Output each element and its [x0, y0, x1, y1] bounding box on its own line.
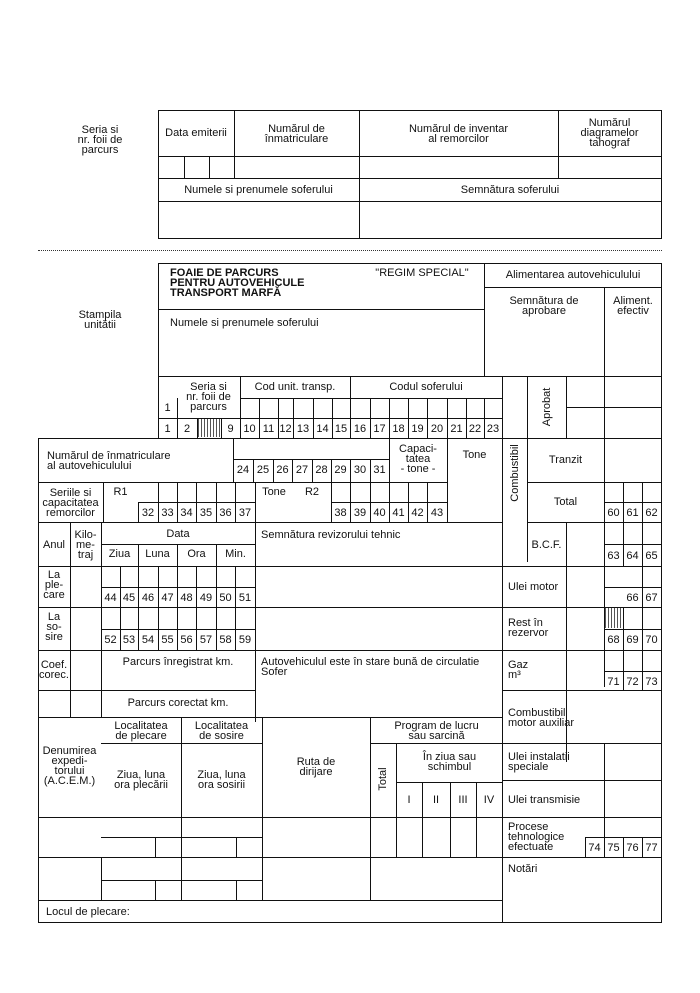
fuel-approval-label: Semnătura de aprobare	[509, 295, 579, 317]
date-issued-header: Data emiterii	[165, 127, 227, 139]
codes-series-label: Seria si nr. foii de parcurs	[186, 381, 231, 413]
code-number: 77	[645, 842, 658, 854]
code-number: 2	[183, 423, 191, 435]
code-number: 1	[164, 402, 171, 414]
code-number: 52	[104, 634, 117, 646]
code-number: 39	[353, 507, 367, 519]
code-number: 51	[238, 592, 252, 604]
trailer-tons-label: Tone	[262, 486, 286, 498]
code-number: 32	[141, 507, 155, 519]
capacity-label: Capaci- tatea - tone -	[399, 443, 437, 475]
stamp-label: Stampila unitătii	[78, 309, 122, 331]
code-number: 35	[199, 507, 213, 519]
fuel-header: Alimentarea autovehiculului	[505, 269, 641, 281]
fuel-effective-label: Aliment. efectiv	[613, 295, 653, 317]
regime-label: "REGIM SPECIAL"	[375, 267, 469, 279]
shift-numeral: II	[432, 794, 440, 806]
program-total-label: Total	[377, 767, 389, 791]
notes-label: Notări	[508, 863, 538, 875]
driver-signature-header: Semnătura soferului	[460, 184, 560, 196]
code-number: 27	[295, 464, 309, 476]
code-number: 54	[141, 634, 155, 646]
recorded-distance-label: Parcurs înregistrat km.	[122, 656, 234, 668]
code-number: 63	[607, 550, 620, 562]
arrival-locality-label: Localitatea de sosire	[194, 720, 249, 742]
code-number: 23	[486, 423, 500, 435]
transport-unit-code-label: Cod unit. transp.	[254, 381, 336, 393]
code-number: 70	[645, 634, 658, 646]
shift-numeral: I	[407, 794, 411, 806]
roadworthy-label: Autovehiculul este în stare bună de circulatie Sofer	[261, 656, 480, 678]
correction-coef-label: Coef. corec.	[39, 659, 69, 681]
code-number: 71	[607, 676, 620, 688]
code-number: 73	[645, 676, 658, 688]
hour-label: Ora	[187, 548, 206, 560]
work-program-label: Program de lucru sau sarcină	[394, 720, 479, 742]
code-number: 20	[430, 423, 444, 435]
code-number: 30	[353, 464, 367, 476]
day-label: Ziua	[108, 548, 131, 560]
r1-label: R1	[113, 486, 128, 498]
code-number: 43	[430, 507, 444, 519]
code-number: 64	[626, 550, 639, 562]
code-number: 37	[238, 507, 252, 519]
code-number: 19	[411, 423, 424, 435]
code-number: 46	[141, 592, 155, 604]
code-number: 13	[296, 423, 310, 435]
inspector-signature-label: Semnătura revizorului tehnic	[261, 529, 401, 541]
r2-label: R2	[304, 486, 320, 498]
code-number: 65	[645, 550, 658, 562]
code-number: 76	[626, 842, 639, 854]
departure-datetime-label: Ziua, luna ora plecării	[114, 769, 168, 791]
vehicle-registration-label: Numărul de înmatriculare al autovehiculului	[47, 450, 171, 472]
code-number: 29	[334, 464, 347, 476]
code-number: 15	[334, 423, 348, 435]
total-label: Total	[553, 496, 578, 508]
code-number: 21	[450, 423, 463, 435]
code-number: 74	[588, 842, 601, 854]
code-number: 75	[607, 842, 620, 854]
code-number: 62	[645, 507, 658, 519]
code-number: 1	[164, 423, 171, 435]
code-number: 60	[607, 507, 620, 519]
gas-label: Gaz m³	[508, 659, 529, 681]
code-number: 16	[353, 423, 367, 435]
series-label: Seria si nr. foii de parcurs	[77, 124, 123, 156]
approved-label: Aprobat	[541, 387, 553, 427]
code-number: 67	[645, 592, 658, 604]
departure-label: La ple- care	[43, 569, 65, 601]
code-number: 57	[199, 634, 213, 646]
date-label: Data	[166, 528, 190, 540]
code-number: 50	[219, 592, 232, 604]
code-number: 53	[122, 634, 136, 646]
routing-label: Ruta de dirijare	[296, 756, 336, 778]
code-number: 26	[276, 464, 289, 476]
fuel-vertical-label: Combustibil	[509, 444, 521, 502]
mileage-label: Kilo- me- traj	[74, 529, 97, 561]
code-number: 72	[626, 676, 639, 688]
code-number: 49	[199, 592, 213, 604]
code-number: 14	[316, 423, 329, 435]
arrival-datetime-label: Ziua, luna ora sosirii	[197, 769, 246, 791]
code-number: 34	[180, 507, 193, 519]
aux-engine-fuel-label: Combustibil motor auxiliar	[508, 707, 575, 729]
hatched-cell	[198, 419, 220, 437]
code-number: 68	[607, 634, 620, 646]
code-number: 61	[626, 507, 639, 519]
code-number: 31	[373, 464, 386, 476]
code-number: 40	[373, 507, 386, 519]
engine-oil-label: Ulei motor	[508, 581, 559, 593]
trailer-inventory-header: Numărul de inventar al remorcilor	[408, 123, 509, 145]
code-number: 12	[279, 423, 292, 435]
code-number: 11	[262, 423, 275, 435]
driver-code-label: Codul soferului	[389, 381, 463, 393]
code-number: 69	[626, 634, 639, 646]
shipper-label: Denumirea expedi- torului (A.C.E.M.)	[42, 745, 97, 787]
code-number: 38	[334, 507, 347, 519]
code-number: 18	[392, 423, 405, 435]
arrival-label: La so- sire	[45, 611, 63, 643]
shift-numeral: IV	[483, 794, 495, 806]
departure-locality-label: Localitatea de plecare	[114, 720, 168, 742]
code-number: 41	[392, 507, 405, 519]
month-label: Luna	[145, 548, 170, 560]
bcf-label: B.C.F.	[531, 539, 562, 551]
code-number: 17	[373, 423, 386, 435]
code-number: 59	[238, 634, 252, 646]
driver-name-label: Numele si prenumele soferului	[170, 317, 319, 329]
special-oil-label: Ulei instalatii speciale	[508, 751, 570, 773]
shift-numeral: III	[458, 794, 468, 806]
driver-name-header: Numele si prenumele soferului	[184, 184, 333, 196]
minute-label: Min.	[225, 548, 246, 560]
year-label: Anul	[42, 539, 66, 551]
tachograph-header: Numărul diagramelor tahograf	[580, 117, 639, 149]
tank-remainder-label: Rest în rezervor	[508, 617, 549, 639]
code-number: 45	[122, 592, 136, 604]
processes-label: Procese tehnologice efectuate	[508, 821, 565, 853]
code-number: 10	[243, 423, 256, 435]
tons-label: Tone	[462, 449, 487, 461]
day-shift-label: În ziua sau schimbul	[422, 751, 477, 773]
registration-header: Numărul de înmatriculare	[264, 123, 329, 145]
tear-line	[38, 250, 662, 251]
hatched-cell-rest	[605, 608, 622, 628]
code-number: 66	[626, 592, 639, 604]
code-number: 28	[315, 464, 328, 476]
corrected-distance-label: Parcurs corectat km.	[127, 697, 229, 709]
form-title: FOAIE DE PARCURS PENTRU AUTOVEHICULE TRANSPORT MARFĂ	[170, 267, 305, 299]
code-number: 9	[227, 423, 234, 435]
code-number: 42	[411, 507, 424, 519]
code-number: 33	[161, 507, 174, 519]
transit-label: Tranzit	[548, 454, 583, 466]
trailers-label: Seriile si capacitatea remorcilor	[42, 487, 99, 519]
transmission-oil-label: Ulei transmisie	[508, 794, 581, 806]
departure-place-label: Locul de plecare:	[46, 906, 130, 918]
code-number: 36	[219, 507, 232, 519]
code-number: 22	[468, 423, 482, 435]
code-number: 24	[236, 464, 250, 476]
code-number: 44	[104, 592, 117, 604]
code-number: 25	[256, 464, 270, 476]
code-number: 47	[161, 592, 174, 604]
code-number: 56	[180, 634, 193, 646]
code-number: 48	[180, 592, 193, 604]
code-number: 58	[219, 634, 232, 646]
code-number: 55	[161, 634, 174, 646]
